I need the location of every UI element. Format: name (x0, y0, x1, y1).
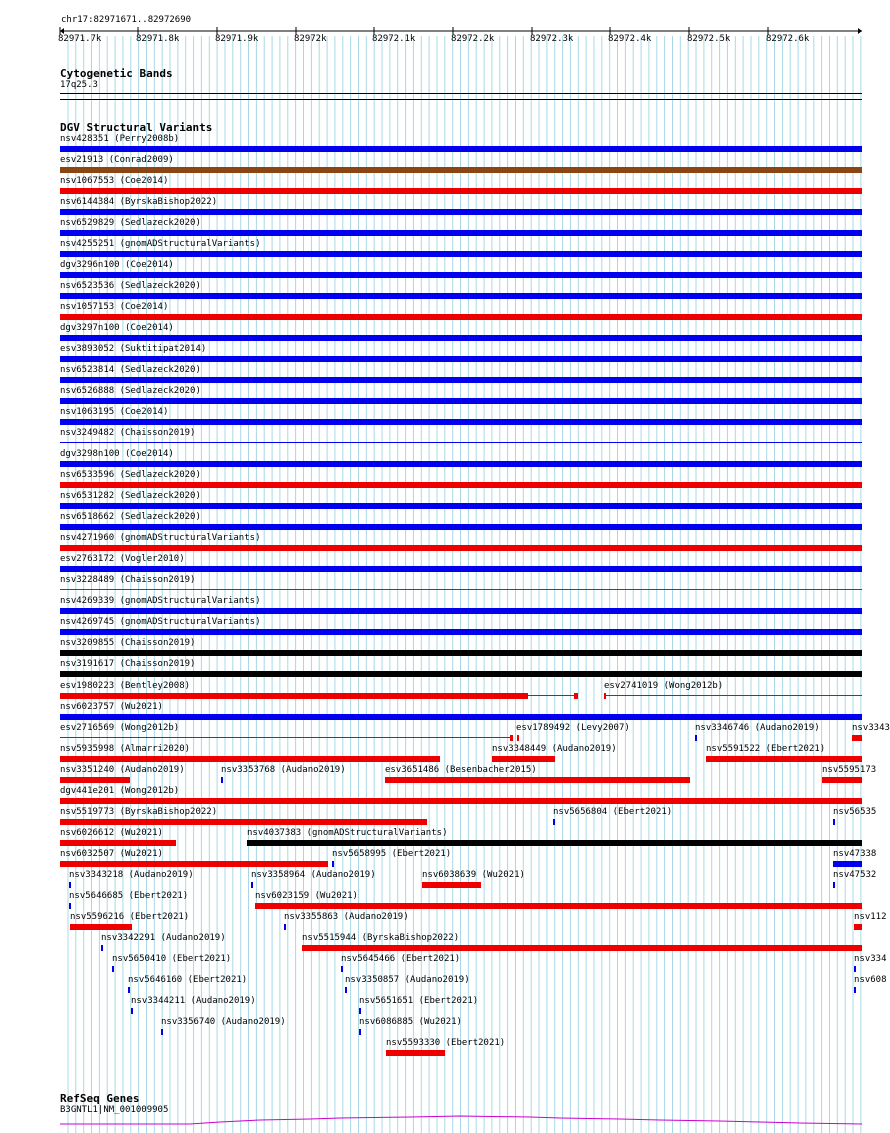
variant-bar[interactable] (60, 608, 862, 614)
variant-label: nsv47532 (833, 870, 877, 880)
variant-label: nsv112 (854, 912, 887, 922)
ruler-tick-label: 82971.8k (136, 34, 180, 44)
variant-label: esv2741019 (Wong2012b) (604, 681, 724, 691)
variant-label: nsv3344211 (Audano2019) (131, 996, 256, 1006)
variant-bar[interactable] (385, 777, 690, 783)
ruler-tick-label: 82971.9k (215, 34, 259, 44)
variant-bar[interactable] (854, 924, 862, 930)
variant-label: nsv6533596 (Sedlazeck2020) (60, 470, 201, 480)
variant-bar[interactable] (60, 756, 440, 762)
variant-label: esv3893052 (Suktitipat2014) (60, 344, 207, 354)
variant-bar[interactable] (69, 903, 71, 909)
variant-label: nsv608 (854, 975, 887, 985)
variant-label: nsv6529829 (Sedlazeck2020) (60, 218, 201, 228)
variant-bar[interactable] (833, 861, 862, 867)
variant-label: nsv3355863 (Audano2019) (284, 912, 409, 922)
cytoband-label: 17q25.3 (60, 80, 98, 90)
variant-label: nsv5595173 (822, 765, 877, 775)
variant-bar[interactable] (251, 882, 253, 888)
refseq-gene-feature[interactable] (0, 1112, 890, 1132)
refseq-track-title: RefSeq Genes (60, 1092, 140, 1105)
variant-label: esv2763172 (Vogler2010) (60, 554, 185, 564)
variant-label: nsv3228489 (Chaisson2019) (60, 575, 196, 585)
variant-label: esv3651486 (Besenbacher2015) (385, 765, 537, 775)
variant-bar[interactable] (161, 1029, 163, 1035)
variant-label: dgv3296n100 (Coe2014) (60, 260, 174, 270)
variant-label: nsv6086885 (Wu2021) (359, 1017, 462, 1027)
variant-label: nsv6032507 (Wu2021) (60, 849, 163, 859)
variant-bar[interactable] (60, 777, 130, 783)
variant-label: nsv5646685 (Ebert2021) (69, 891, 189, 901)
ruler-tick-label: 82972.2k (451, 34, 495, 44)
variant-label: nsv3209855 (Chaisson2019) (60, 638, 196, 648)
variant-bar[interactable] (60, 230, 862, 236)
variant-label: nsv6523814 (Sedlazeck2020) (60, 365, 201, 375)
variant-label: nsv3358964 (Audano2019) (251, 870, 376, 880)
variant-bar[interactable] (255, 903, 862, 909)
variant-label: nsv6518662 (Sedlazeck2020) (60, 512, 201, 522)
variant-label: esv2716569 (Wong2012b) (60, 723, 180, 733)
cytoband-band-bottom (60, 99, 862, 100)
variant-label: nsv334 (854, 954, 887, 964)
variant-label: nsv3346746 (Audano2019) (695, 723, 820, 733)
variant-bar[interactable] (60, 840, 176, 846)
variant-bar[interactable] (60, 589, 862, 590)
variant-bar[interactable] (69, 882, 71, 888)
variant-label: nsv6023757 (Wu2021) (60, 702, 163, 712)
ruler[interactable] (0, 0, 890, 50)
variant-bar[interactable] (60, 524, 862, 530)
variant-bar[interactable] (60, 737, 512, 738)
variant-label: nsv1057153 (Coe2014) (60, 302, 169, 312)
variant-label: nsv6023159 (Wu2021) (255, 891, 358, 901)
variant-bar[interactable] (345, 987, 347, 993)
variant-label: nsv6523536 (Sedlazeck2020) (60, 281, 201, 291)
variant-bar[interactable] (517, 735, 519, 741)
variant-bar[interactable] (60, 461, 862, 467)
variant-label: esv1980223 (Bentley2008) (60, 681, 191, 691)
variant-label: nsv3343 (852, 723, 890, 733)
variant-label: nsv3348449 (Audano2019) (492, 744, 617, 754)
variant-label: nsv5935998 (Almarri2020) (60, 744, 191, 754)
variant-bar[interactable] (341, 966, 343, 972)
variant-label: nsv428351 (Perry2008b) (60, 134, 180, 144)
variant-label: nsv4269339 (gnomADStructuralVariants) (60, 596, 261, 606)
variant-bar[interactable] (60, 335, 862, 341)
variant-label: nsv5519773 (ByrskaBishop2022) (60, 807, 218, 817)
variant-label: nsv5658995 (Ebert2021) (332, 849, 452, 859)
region-label: chr17:82971671..82972690 (61, 15, 192, 25)
variant-bar[interactable] (695, 735, 697, 741)
ruler-tick-label: 82972k (294, 34, 327, 44)
variant-label: nsv1063195 (Coe2014) (60, 407, 169, 417)
variant-label: esv21913 (Conrad2009) (60, 155, 174, 165)
variant-label: dgv3298n100 (Coe2014) (60, 449, 174, 459)
variant-label: nsv47338 (833, 849, 877, 859)
variant-bar[interactable] (510, 735, 513, 741)
variant-bar[interactable] (60, 188, 862, 194)
variant-label: nsv56535 (833, 807, 877, 817)
variant-bar[interactable] (112, 966, 114, 972)
variant-bar[interactable] (128, 987, 130, 993)
variant-bar[interactable] (221, 777, 223, 783)
variant-label: nsv6144384 (ByrskaBishop2022) (60, 197, 218, 207)
ruler-tick-label: 82972.5k (687, 34, 731, 44)
variant-label: nsv5515944 (ByrskaBishop2022) (302, 933, 460, 943)
variant-bar[interactable] (60, 293, 862, 299)
variant-bar[interactable] (492, 756, 555, 762)
cytoband-track-title: Cytogenetic Bands (60, 67, 173, 80)
variant-bar[interactable] (422, 882, 481, 888)
variant-bar[interactable] (60, 545, 862, 551)
variant-label: nsv5656804 (Ebert2021) (553, 807, 673, 817)
variant-label: nsv5645466 (Ebert2021) (341, 954, 461, 964)
variant-label: nsv3350857 (Audano2019) (345, 975, 470, 985)
variant-bar[interactable] (60, 629, 862, 635)
ruler-tick-label: 82971.7k (58, 34, 102, 44)
variant-bar[interactable] (574, 693, 578, 699)
variant-label: nsv1067553 (Coe2014) (60, 176, 169, 186)
variant-label: nsv5591522 (Ebert2021) (706, 744, 826, 754)
variant-bar[interactable] (60, 167, 862, 173)
variant-label: nsv4271960 (gnomADStructuralVariants) (60, 533, 261, 543)
variant-label: nsv5593330 (Ebert2021) (386, 1038, 506, 1048)
variant-label: nsv5651651 (Ebert2021) (359, 996, 479, 1006)
variant-label: nsv6531282 (Sedlazeck2020) (60, 491, 201, 501)
variant-bar[interactable] (332, 861, 334, 867)
variant-bar[interactable] (359, 1008, 361, 1014)
variant-bar[interactable] (386, 1050, 445, 1056)
variant-bar[interactable] (60, 377, 862, 383)
variant-label: nsv5650410 (Ebert2021) (112, 954, 232, 964)
variant-bar[interactable] (101, 945, 103, 951)
variant-bar[interactable] (359, 1029, 361, 1035)
variant-label: nsv4037383 (gnomADStructuralVariants) (247, 828, 448, 838)
variant-bar[interactable] (60, 442, 862, 443)
variant-bar[interactable] (60, 398, 862, 404)
variant-bar[interactable] (852, 735, 862, 741)
ruler-tick-label: 82972.1k (372, 34, 416, 44)
variant-bar[interactable] (60, 798, 862, 804)
variant-bar[interactable] (60, 819, 427, 825)
variant-bar[interactable] (854, 987, 856, 993)
variant-bar[interactable] (247, 840, 862, 846)
variant-bar[interactable] (302, 945, 862, 951)
variant-label: nsv3356740 (Audano2019) (161, 1017, 286, 1027)
variant-bar[interactable] (60, 419, 862, 425)
variant-label: esv1789492 (Levy2007) (516, 723, 630, 733)
variant-bar[interactable] (60, 714, 862, 720)
variant-bar[interactable] (70, 924, 132, 930)
variant-bar[interactable] (606, 695, 862, 696)
variant-label: nsv4255251 (gnomADStructuralVariants) (60, 239, 261, 249)
variant-label: nsv3191617 (Chaisson2019) (60, 659, 196, 669)
variant-bar[interactable] (604, 693, 606, 699)
variant-label: nsv6038639 (Wu2021) (422, 870, 525, 880)
variant-bar[interactable] (706, 756, 862, 762)
variant-bar[interactable] (131, 1008, 133, 1014)
variant-label: nsv4269745 (gnomADStructuralVariants) (60, 617, 261, 627)
variant-bar[interactable] (284, 924, 286, 930)
variant-label: dgv441e201 (Wong2012b) (60, 786, 180, 796)
variant-bar[interactable] (553, 819, 555, 825)
variant-bar[interactable] (60, 671, 862, 677)
variant-label: nsv6526888 (Sedlazeck2020) (60, 386, 201, 396)
variant-label: nsv5596216 (Ebert2021) (70, 912, 190, 922)
ruler-tick-label: 82972.3k (530, 34, 574, 44)
variant-bar[interactable] (60, 251, 862, 257)
ruler-tick-label: 82972.4k (608, 34, 652, 44)
variant-bar[interactable] (60, 146, 862, 152)
variant-label: nsv3351240 (Audano2019) (60, 765, 185, 775)
variant-label: nsv5646160 (Ebert2021) (128, 975, 248, 985)
cytoband-band-top (60, 93, 862, 94)
variant-bar[interactable] (854, 966, 856, 972)
variant-bar[interactable] (833, 882, 835, 888)
ruler-tick-label: 82972.6k (766, 34, 810, 44)
refseq-gene-label: B3GNTL1|NM_001009905 (60, 1105, 169, 1115)
variant-label: nsv3342291 (Audano2019) (101, 933, 226, 943)
variant-bar[interactable] (60, 693, 528, 699)
variant-label: nsv3249482 (Chaisson2019) (60, 428, 196, 438)
variant-bar[interactable] (822, 777, 862, 783)
variant-label: nsv3343218 (Audano2019) (69, 870, 194, 880)
variant-label: nsv6026612 (Wu2021) (60, 828, 163, 838)
variant-bar[interactable] (60, 209, 862, 215)
variant-bar[interactable] (833, 819, 835, 825)
variant-bar[interactable] (60, 650, 862, 656)
variant-bar[interactable] (60, 861, 328, 867)
variant-bar[interactable] (60, 272, 862, 278)
variant-label: nsv3353768 (Audano2019) (221, 765, 346, 775)
variant-label: dgv3297n100 (Coe2014) (60, 323, 174, 333)
variant-bar[interactable] (60, 503, 862, 509)
variant-bar[interactable] (60, 566, 862, 572)
variant-bar[interactable] (60, 482, 862, 488)
variant-bar[interactable] (528, 695, 576, 696)
variant-bar[interactable] (60, 314, 862, 320)
dgv-track-title: DGV Structural Variants (60, 121, 213, 134)
variant-bar[interactable] (60, 356, 862, 362)
